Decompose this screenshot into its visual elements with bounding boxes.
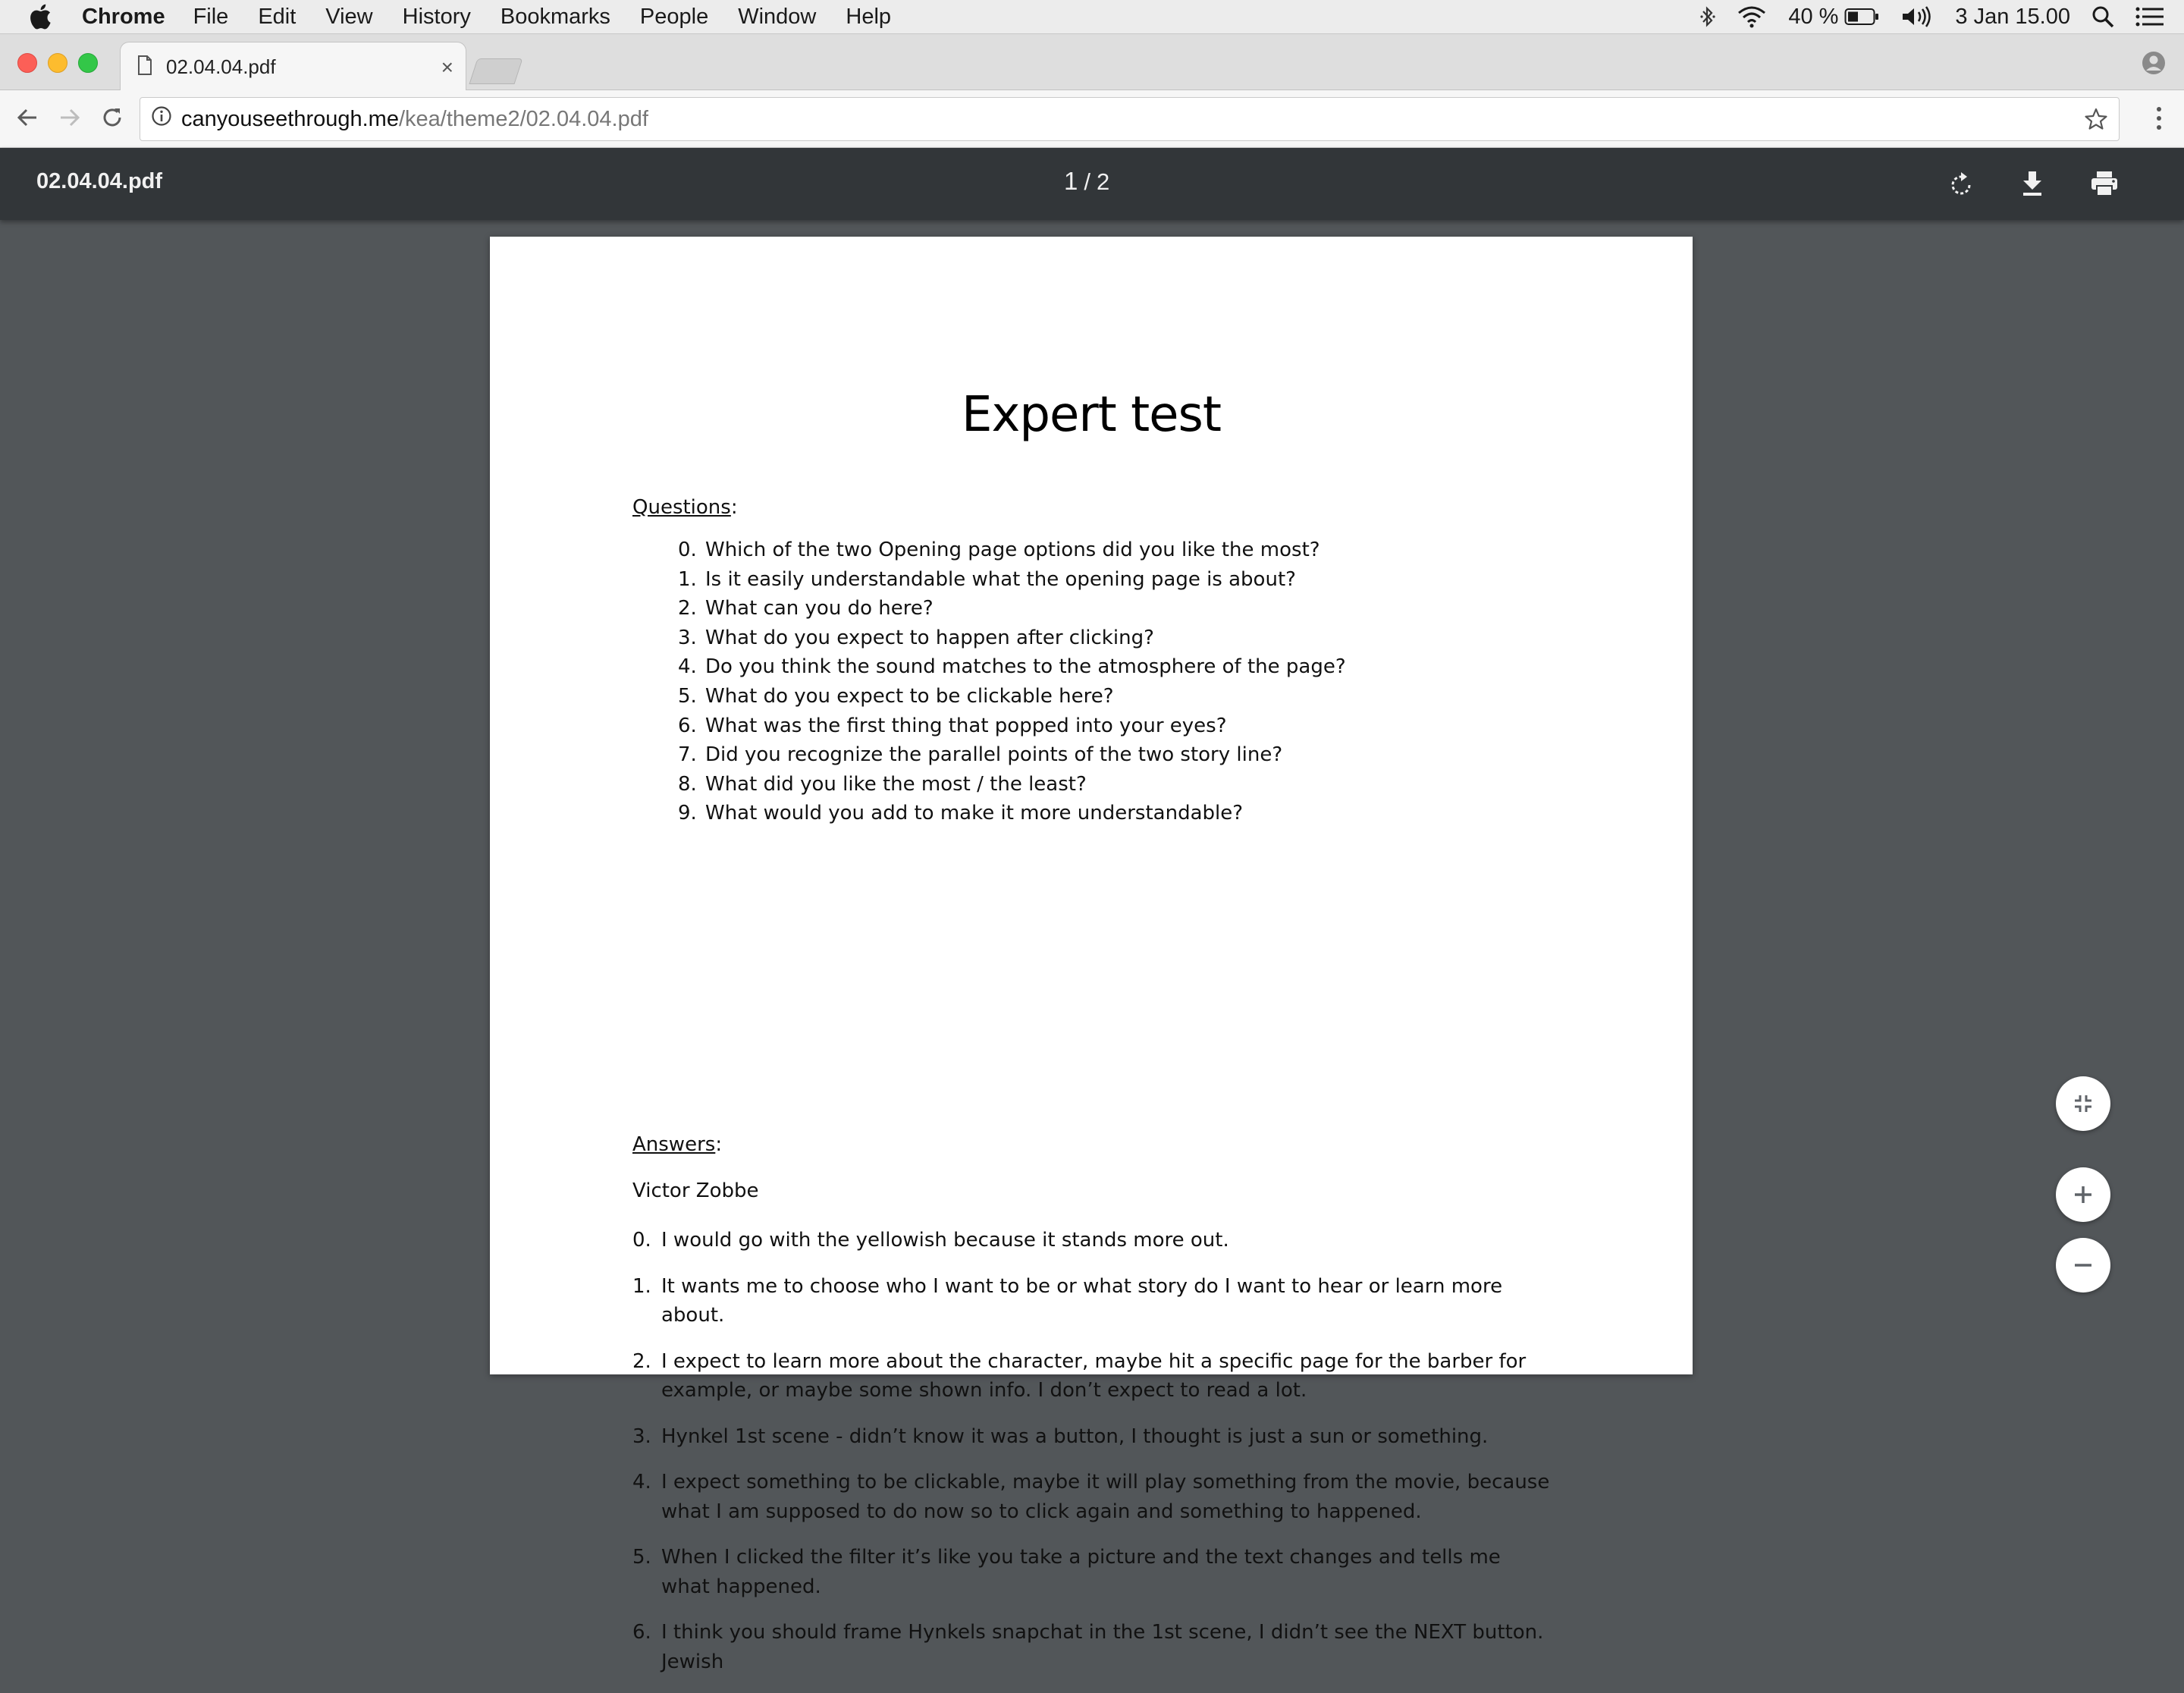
question-number: 7. [678, 743, 697, 767]
question-number: 5. [678, 684, 697, 708]
question-item [632, 597, 1550, 627]
answer-item [632, 1422, 1550, 1452]
menu-help[interactable]: Help [846, 4, 892, 29]
menu-window[interactable]: Window [738, 4, 817, 29]
tab-close-icon[interactable]: × [441, 55, 453, 79]
question-number: 3. [678, 626, 697, 649]
answers-list [632, 1226, 1550, 1693]
answer-number: 3. [632, 1424, 651, 1448]
question-item [632, 743, 1550, 773]
menu-app-name[interactable]: Chrome [82, 4, 165, 29]
menu-bar [0, 0, 2184, 34]
reload-icon[interactable] [100, 105, 124, 133]
battery-status[interactable] [1788, 5, 1879, 30]
clock[interactable]: 3 Jan 15.00 [1955, 4, 2070, 29]
question-text: What do you expect to be clickable here? [705, 684, 1114, 708]
info-icon[interactable] [151, 105, 172, 133]
fit-to-page-button[interactable] [2056, 1076, 2110, 1131]
answer-item [632, 1226, 1550, 1255]
zoom-out-button[interactable] [2056, 1238, 2110, 1293]
question-text: Which of the two Opening page options did you like the most? [705, 539, 1320, 561]
bookmark-star-icon[interactable] [2084, 107, 2108, 137]
download-icon[interactable] [2020, 170, 2044, 201]
menu-people[interactable]: People [639, 4, 709, 29]
question-number: 8. [678, 772, 697, 796]
question-item [632, 773, 1550, 803]
question-number: 6. [678, 714, 697, 737]
wifi-icon[interactable] [1737, 5, 1767, 28]
answer-item [632, 1468, 1550, 1526]
battery-percent: 40 % [1788, 4, 1839, 29]
question-text: What can you do here? [705, 597, 934, 620]
volume-icon[interactable] [1900, 5, 1934, 28]
answer-item [632, 1543, 1550, 1601]
tab-strip [0, 34, 2184, 90]
print-icon[interactable] [2090, 170, 2119, 201]
close-window-button[interactable] [17, 53, 37, 73]
answer-text: When I clicked the filter it’s like you take a picture and the text changes and tells me what happened. [661, 1546, 1501, 1598]
notification-center-icon[interactable] [2135, 6, 2164, 27]
current-page-input[interactable]: 1 [1064, 167, 1078, 195]
document-title: Expert test [962, 387, 1221, 443]
url-path: /kea/theme2/02.04.04.pdf [398, 106, 648, 131]
new-tab-button[interactable] [469, 58, 522, 84]
question-item [632, 627, 1550, 656]
answers-label: Answers [632, 1133, 716, 1156]
pdf-toolbar [0, 148, 2184, 220]
question-text: What was the first thing that popped into your eyes? [705, 714, 1227, 737]
menu-history[interactable]: History [402, 4, 471, 29]
menu-edit[interactable]: Edit [258, 4, 297, 29]
question-item [632, 568, 1550, 598]
question-number: 2. [678, 597, 697, 620]
minimize-window-button[interactable] [48, 53, 67, 73]
menu-view[interactable]: View [325, 4, 373, 29]
spotlight-search-icon[interactable] [2091, 5, 2114, 28]
address-bar[interactable] [140, 97, 2120, 141]
questions-label: Questions [632, 496, 731, 519]
battery-icon [1844, 7, 1879, 27]
question-item [632, 685, 1550, 715]
rotate-icon[interactable] [1949, 170, 1975, 201]
answer-number: 1. [632, 1274, 651, 1298]
question-item [632, 655, 1550, 685]
forward-arrow-icon[interactable] [58, 105, 82, 133]
minus-icon [2073, 1255, 2094, 1276]
total-pages: 2 [1096, 168, 1110, 195]
answer-text: I would go with the yellowish because it stands more out. [661, 1229, 1229, 1252]
answer-item [632, 1272, 1550, 1330]
question-text: Do you think the sound matches to the atmosphere of the page? [705, 655, 1346, 679]
answer-number: 2. [632, 1349, 651, 1373]
answer-text: I expect something to be clickable, maybe it will play something from the movie, because what I am supposed to do now so to click again and something to happened. [661, 1471, 1550, 1523]
question-item [632, 539, 1550, 568]
profile-icon[interactable] [2142, 51, 2166, 79]
question-text: Did you recognize the parallel points of the two story line? [705, 743, 1283, 767]
question-number: 4. [678, 655, 697, 679]
question-number: 9. [678, 802, 697, 825]
answer-number: 0. [632, 1229, 651, 1252]
page-separator: / [1084, 168, 1090, 195]
back-arrow-icon[interactable] [15, 105, 39, 133]
zoom-window-button[interactable] [78, 53, 98, 73]
menu-bookmarks[interactable]: Bookmarks [500, 4, 610, 29]
respondent-name: Victor Zobbe [632, 1179, 759, 1202]
answers-heading: Answers: [632, 1133, 723, 1156]
question-text: What did you like the most / the least? [705, 772, 1087, 796]
questions-heading: Questions: [632, 496, 738, 519]
question-item [632, 802, 1550, 831]
question-item [632, 715, 1550, 744]
question-text: Is it easily understandable what the opening page is about? [705, 567, 1296, 591]
question-number: 1. [678, 567, 697, 591]
question-text: What would you add to make it more understandable? [705, 802, 1244, 825]
answer-text: I think you should frame Hynkels snapchat in the 1st scene, I didn’t see the NEXT button. Jewish [661, 1621, 1544, 1673]
answer-item [632, 1347, 1550, 1406]
page-indicator [1064, 167, 1109, 196]
browser-toolbar [0, 90, 2184, 148]
question-number: 0. [678, 539, 697, 561]
bluetooth-icon[interactable] [1700, 5, 1715, 28]
pdf-page [490, 237, 1693, 1673]
zoom-in-button[interactable] [2056, 1167, 2110, 1222]
answer-number: 6. [632, 1621, 651, 1644]
apple-menu-icon[interactable] [29, 4, 59, 30]
questions-list [632, 539, 1550, 831]
tab-active[interactable] [120, 42, 466, 91]
answer-item [632, 1618, 1550, 1676]
answer-text: It wants me to choose who I want to be or what story do I want to hear or learn more about. [661, 1274, 1503, 1327]
tab-title: 02.04.04.pdf [166, 55, 276, 78]
answer-number: 5. [632, 1546, 651, 1569]
chrome-menu-icon[interactable] [2155, 105, 2163, 135]
document-icon [137, 55, 152, 79]
url-host: canyouseethrough.me [181, 106, 399, 131]
plus-icon [2073, 1184, 2094, 1205]
answer-number: 4. [632, 1471, 651, 1494]
answer-text: I expect to learn more about the character, maybe hit a specific page for the barber for example, or maybe some shown info. I don’t expect to read a lot. [661, 1349, 1527, 1402]
fit-page-icon [2072, 1092, 2095, 1115]
question-text: What do you expect to happen after clicking? [705, 626, 1154, 649]
menu-file[interactable]: File [193, 4, 229, 29]
pdf-file-title: 02.04.04.pdf [36, 169, 163, 193]
answer-text: Hynkel 1st scene - didn’t know it was a button, I thought is just a sun or something. [661, 1424, 1489, 1448]
